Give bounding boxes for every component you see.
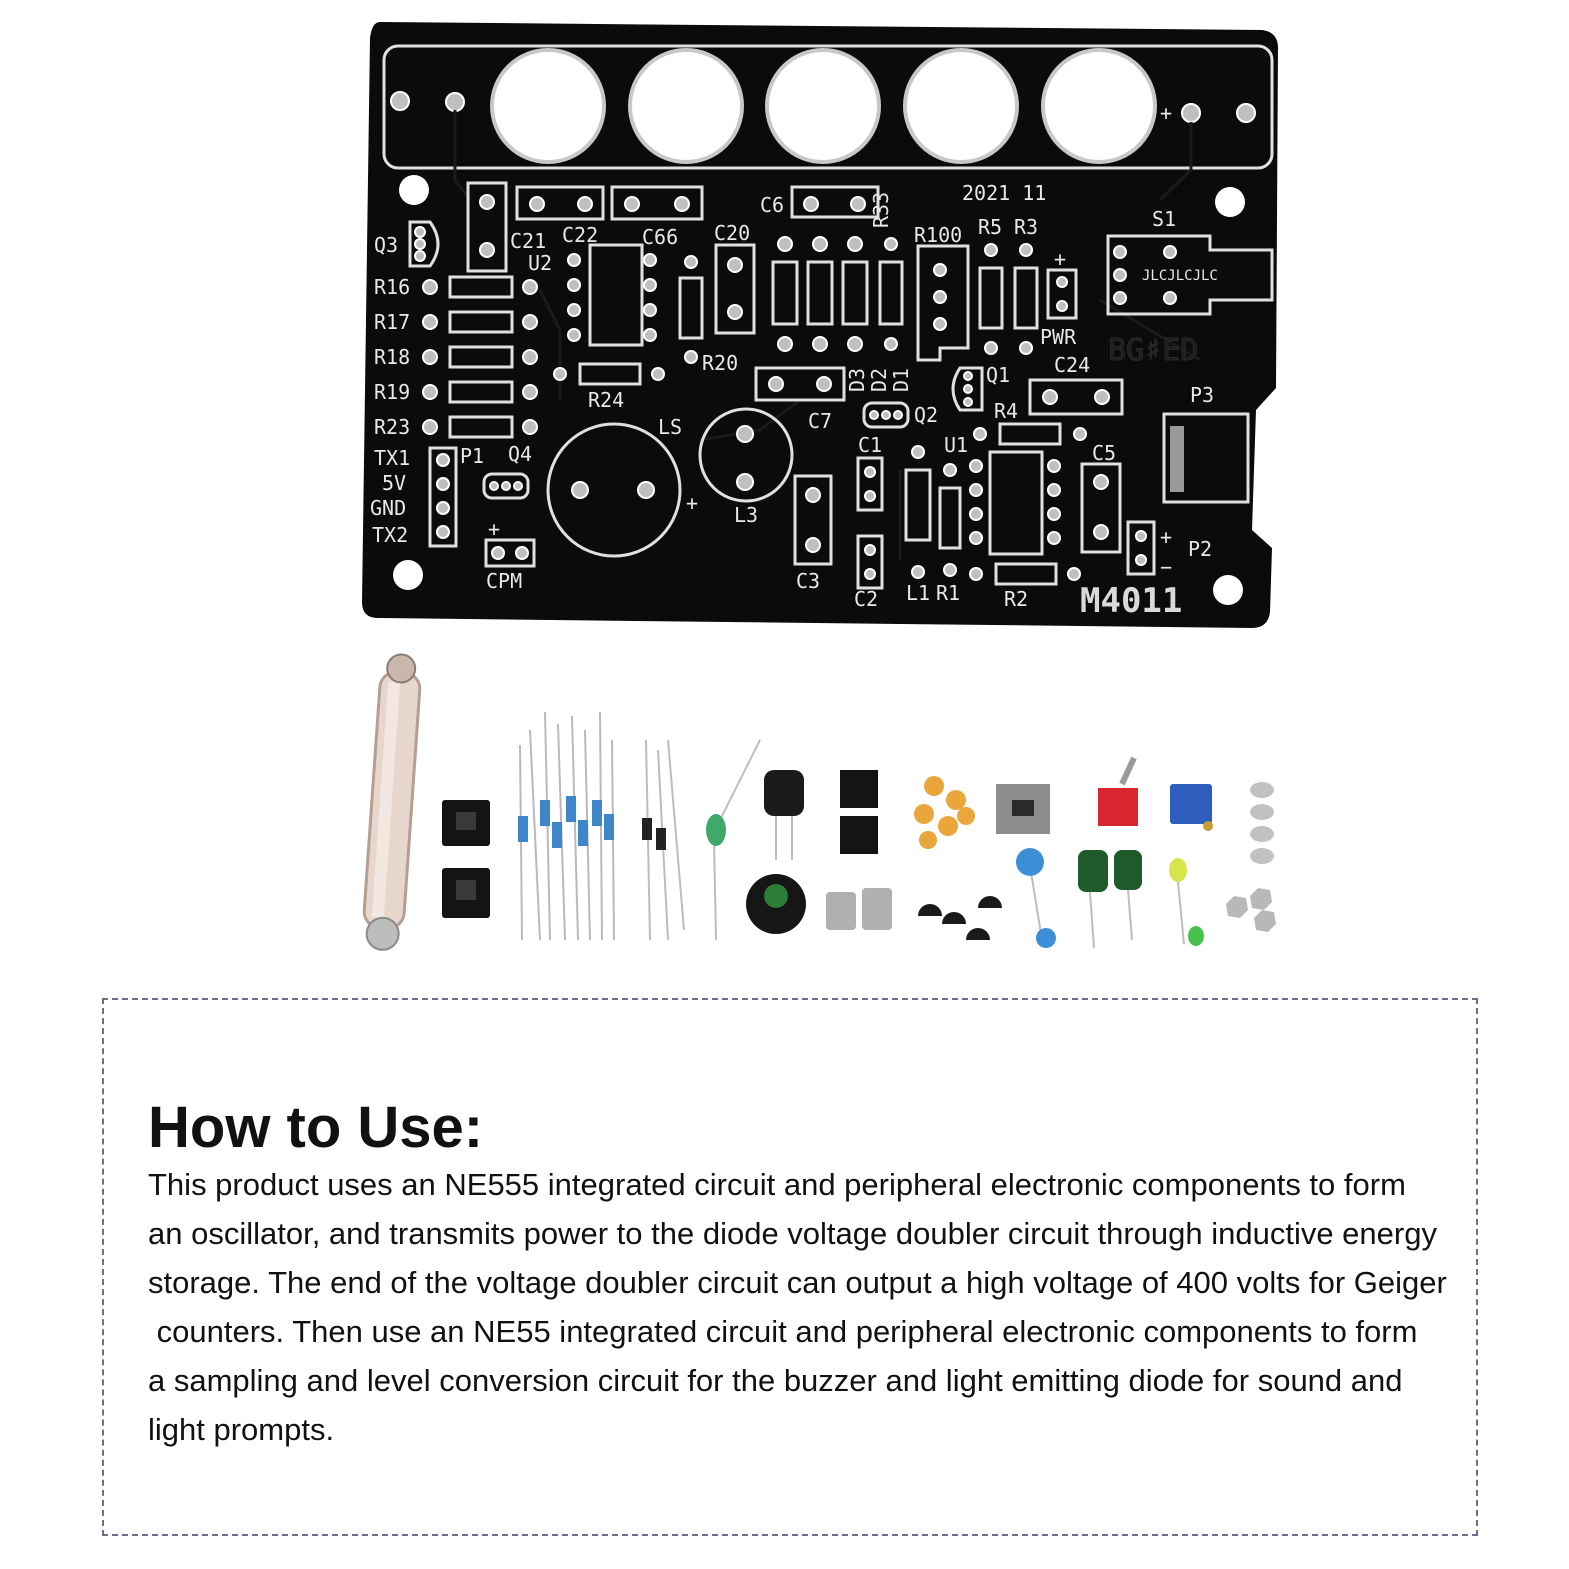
label-c7: C7 (808, 409, 833, 433)
screws (1250, 782, 1274, 864)
resistor-bundle (518, 712, 614, 940)
ic-sockets (840, 770, 878, 854)
label-r18: R18 (374, 345, 411, 369)
label-r17: R17 (374, 310, 411, 334)
label-r3: R3 (1014, 215, 1039, 239)
label-cpm-plus: + (488, 517, 501, 541)
power-inductor (764, 770, 804, 860)
label-d2: D2 (867, 367, 891, 392)
blue-capacitors (1016, 848, 1056, 948)
label-l1: L1 (906, 581, 931, 605)
label-p2: P2 (1188, 537, 1213, 561)
date-label: 2021 11 (962, 181, 1047, 205)
label-r23: R23 (374, 415, 411, 439)
label-q3: Q3 (374, 233, 399, 257)
label-c22: C22 (562, 223, 599, 247)
how-to-use-title: How to Use: (148, 1095, 484, 1160)
label-p3: P3 (1190, 383, 1215, 407)
label-jlc: JLCJLCJLC (1142, 268, 1218, 284)
label-r100: R100 (914, 223, 963, 247)
tube-clips (442, 800, 490, 918)
transistors (918, 896, 1002, 940)
label-c24: C24 (1054, 353, 1091, 377)
label-cpm: CPM (486, 569, 523, 593)
label-l3: L3 (734, 503, 759, 527)
label-r33: R33 (869, 191, 893, 228)
label-ls: LS (658, 415, 683, 439)
label-d1: D1 (889, 367, 913, 392)
usb-connector (996, 784, 1050, 834)
label-pwr: PWR (1040, 325, 1077, 349)
label-s1: S1 (1152, 207, 1177, 231)
label-r4: R4 (994, 399, 1019, 423)
label-u1: U1 (944, 433, 969, 457)
tube-clip-metal (826, 888, 892, 930)
label-r1: R1 (936, 581, 961, 605)
label-r24: R24 (588, 388, 625, 412)
how-to-use-panel (102, 998, 1478, 1536)
label-q2: Q2 (914, 403, 939, 427)
label-r5: R5 (978, 215, 1003, 239)
label-c3: C3 (796, 569, 821, 593)
label-c66: C66 (642, 225, 679, 249)
label-q1: Q1 (986, 363, 1011, 387)
geiger-tube (362, 653, 423, 951)
nuts (1226, 888, 1276, 932)
label-d3: D3 (845, 367, 869, 392)
toggle-switch (1098, 758, 1138, 826)
label-tx2: TX2 (372, 523, 409, 547)
label-p1: P1 (460, 444, 485, 468)
electrolytic-capacitors (1078, 850, 1142, 948)
label-5v: 5V (382, 471, 407, 495)
leds (1169, 858, 1204, 946)
label-bg-ghost: BG♯ED (1108, 333, 1199, 368)
label-u2: U2 (528, 251, 553, 275)
label-r19: R19 (374, 380, 411, 404)
label-r2: R2 (1004, 587, 1029, 611)
label-r16: R16 (374, 275, 411, 299)
how-to-use-description: This product uses an NE555 integrated circuit and peripheral electronic components to form an oscillator, and transmits power to the diode voltage doubler circuit through inductive energy storage. The end of the voltage doubler circuit can output a high voltage of 400 volts for Geiger counters. Then use an NE55 integrated circuit and peripheral electronic components to form a sampling and level conversion circuit for the buzzer and light emitting diode for sound and light prompts. (148, 1167, 1447, 1447)
tube-plus-mark: + (1160, 101, 1173, 125)
buzzer (746, 874, 806, 934)
label-ls-plus: + (686, 491, 699, 515)
diode-bundle (642, 740, 684, 940)
label-c20: C20 (714, 221, 751, 245)
label-tx1: TX1 (374, 446, 411, 470)
model-label: M4011 (1080, 581, 1183, 621)
label-gnd: GND (370, 496, 407, 520)
trim-potentiometer (1170, 784, 1213, 831)
kit-components (362, 653, 1276, 951)
label-c1: C1 (858, 433, 883, 457)
label-p2-minus: − (1160, 555, 1173, 579)
label-c5: C5 (1092, 441, 1117, 465)
label-c21: C21 (510, 229, 547, 253)
label-r20: R20 (702, 351, 739, 375)
ceramic-capacitors (914, 776, 975, 849)
label-pwr-plus: + (1054, 247, 1067, 271)
label-c2: C2 (854, 587, 879, 611)
label-c6: C6 (760, 193, 785, 217)
label-p2-plus: + (1160, 525, 1173, 549)
label-q4: Q4 (508, 442, 533, 466)
